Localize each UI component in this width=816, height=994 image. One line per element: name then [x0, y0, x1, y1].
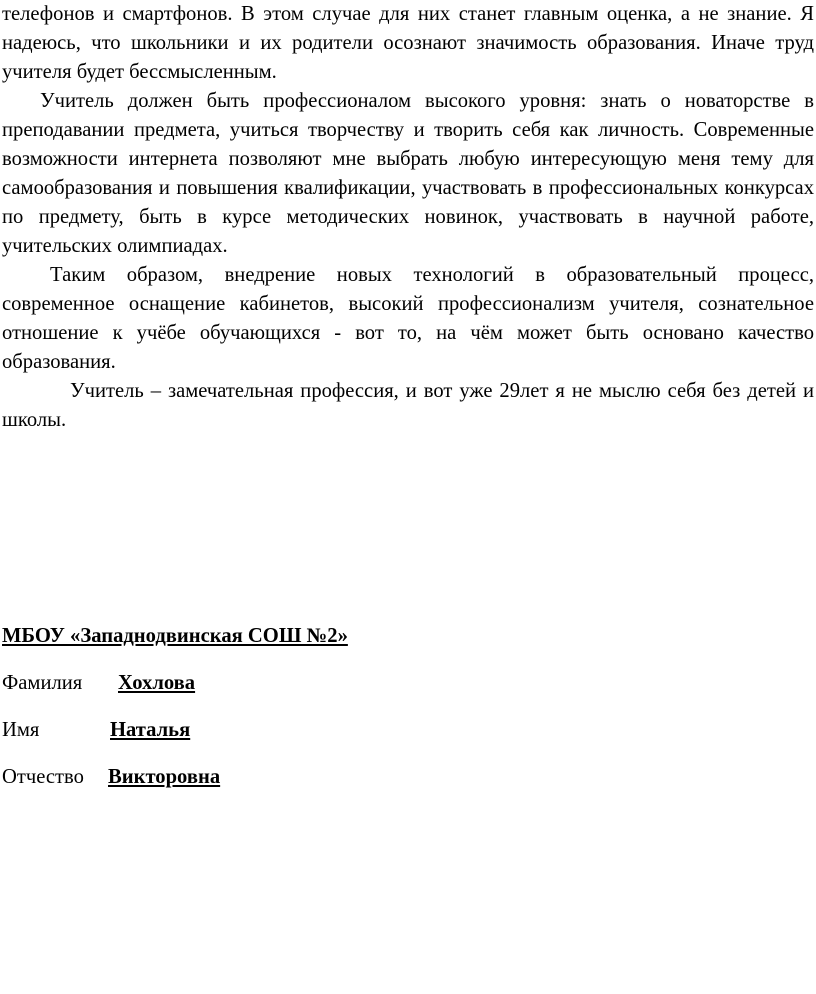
patronymic-value: Викторовна — [108, 766, 221, 788]
paragraph-1: телефонов и смартфонов. В этом случае для них станет главным оценка, а не знание. Я надеюсь, что школьники и их родители осознают значимость образования. Иначе труд учителя будет бессмысленным. — [2, 3, 814, 83]
essay-body — [2, 0, 814, 435]
paragraph-2: Учитель должен быть профессионалом высокого уровня: знать о новаторстве в преподавании предмета, учиться творчеству и творить себя как личность. Современные возможности интернета позволяют мне выбрать любую интересующую меня тему для самообразования и повышения квалификации, участвовать в профессиональных конкурсах по предмету, быть в курсе методических новинок, участвовать в научной работе, учительских олимпиадах. — [2, 90, 814, 257]
patronymic-row — [2, 763, 702, 792]
school-name: МБОУ «Западнодвинская СОШ №2» — [2, 625, 348, 647]
surname-label: Фамилия — [2, 672, 83, 694]
paragraph-4: Учитель – замечательная профессия, и вот уже 29лет я не мыслю себя без детей и школы. — [2, 380, 814, 431]
author-info — [2, 622, 702, 810]
patronymic-label: Отчество — [2, 766, 84, 788]
name-row — [2, 716, 702, 745]
name-value: Наталья — [110, 719, 191, 741]
surname-value: Хохлова — [118, 672, 196, 694]
name-label: Имя — [2, 719, 40, 741]
surname-row — [2, 669, 702, 698]
paragraph-3: Таким образом, внедрение новых технологий в образовательный процесс, современное оснащение кабинетов, высокий профессионализм учителя, сознательное отношение к учёбе обучающихся - вот то, на чём может быть основано качество образования. — [2, 264, 814, 373]
